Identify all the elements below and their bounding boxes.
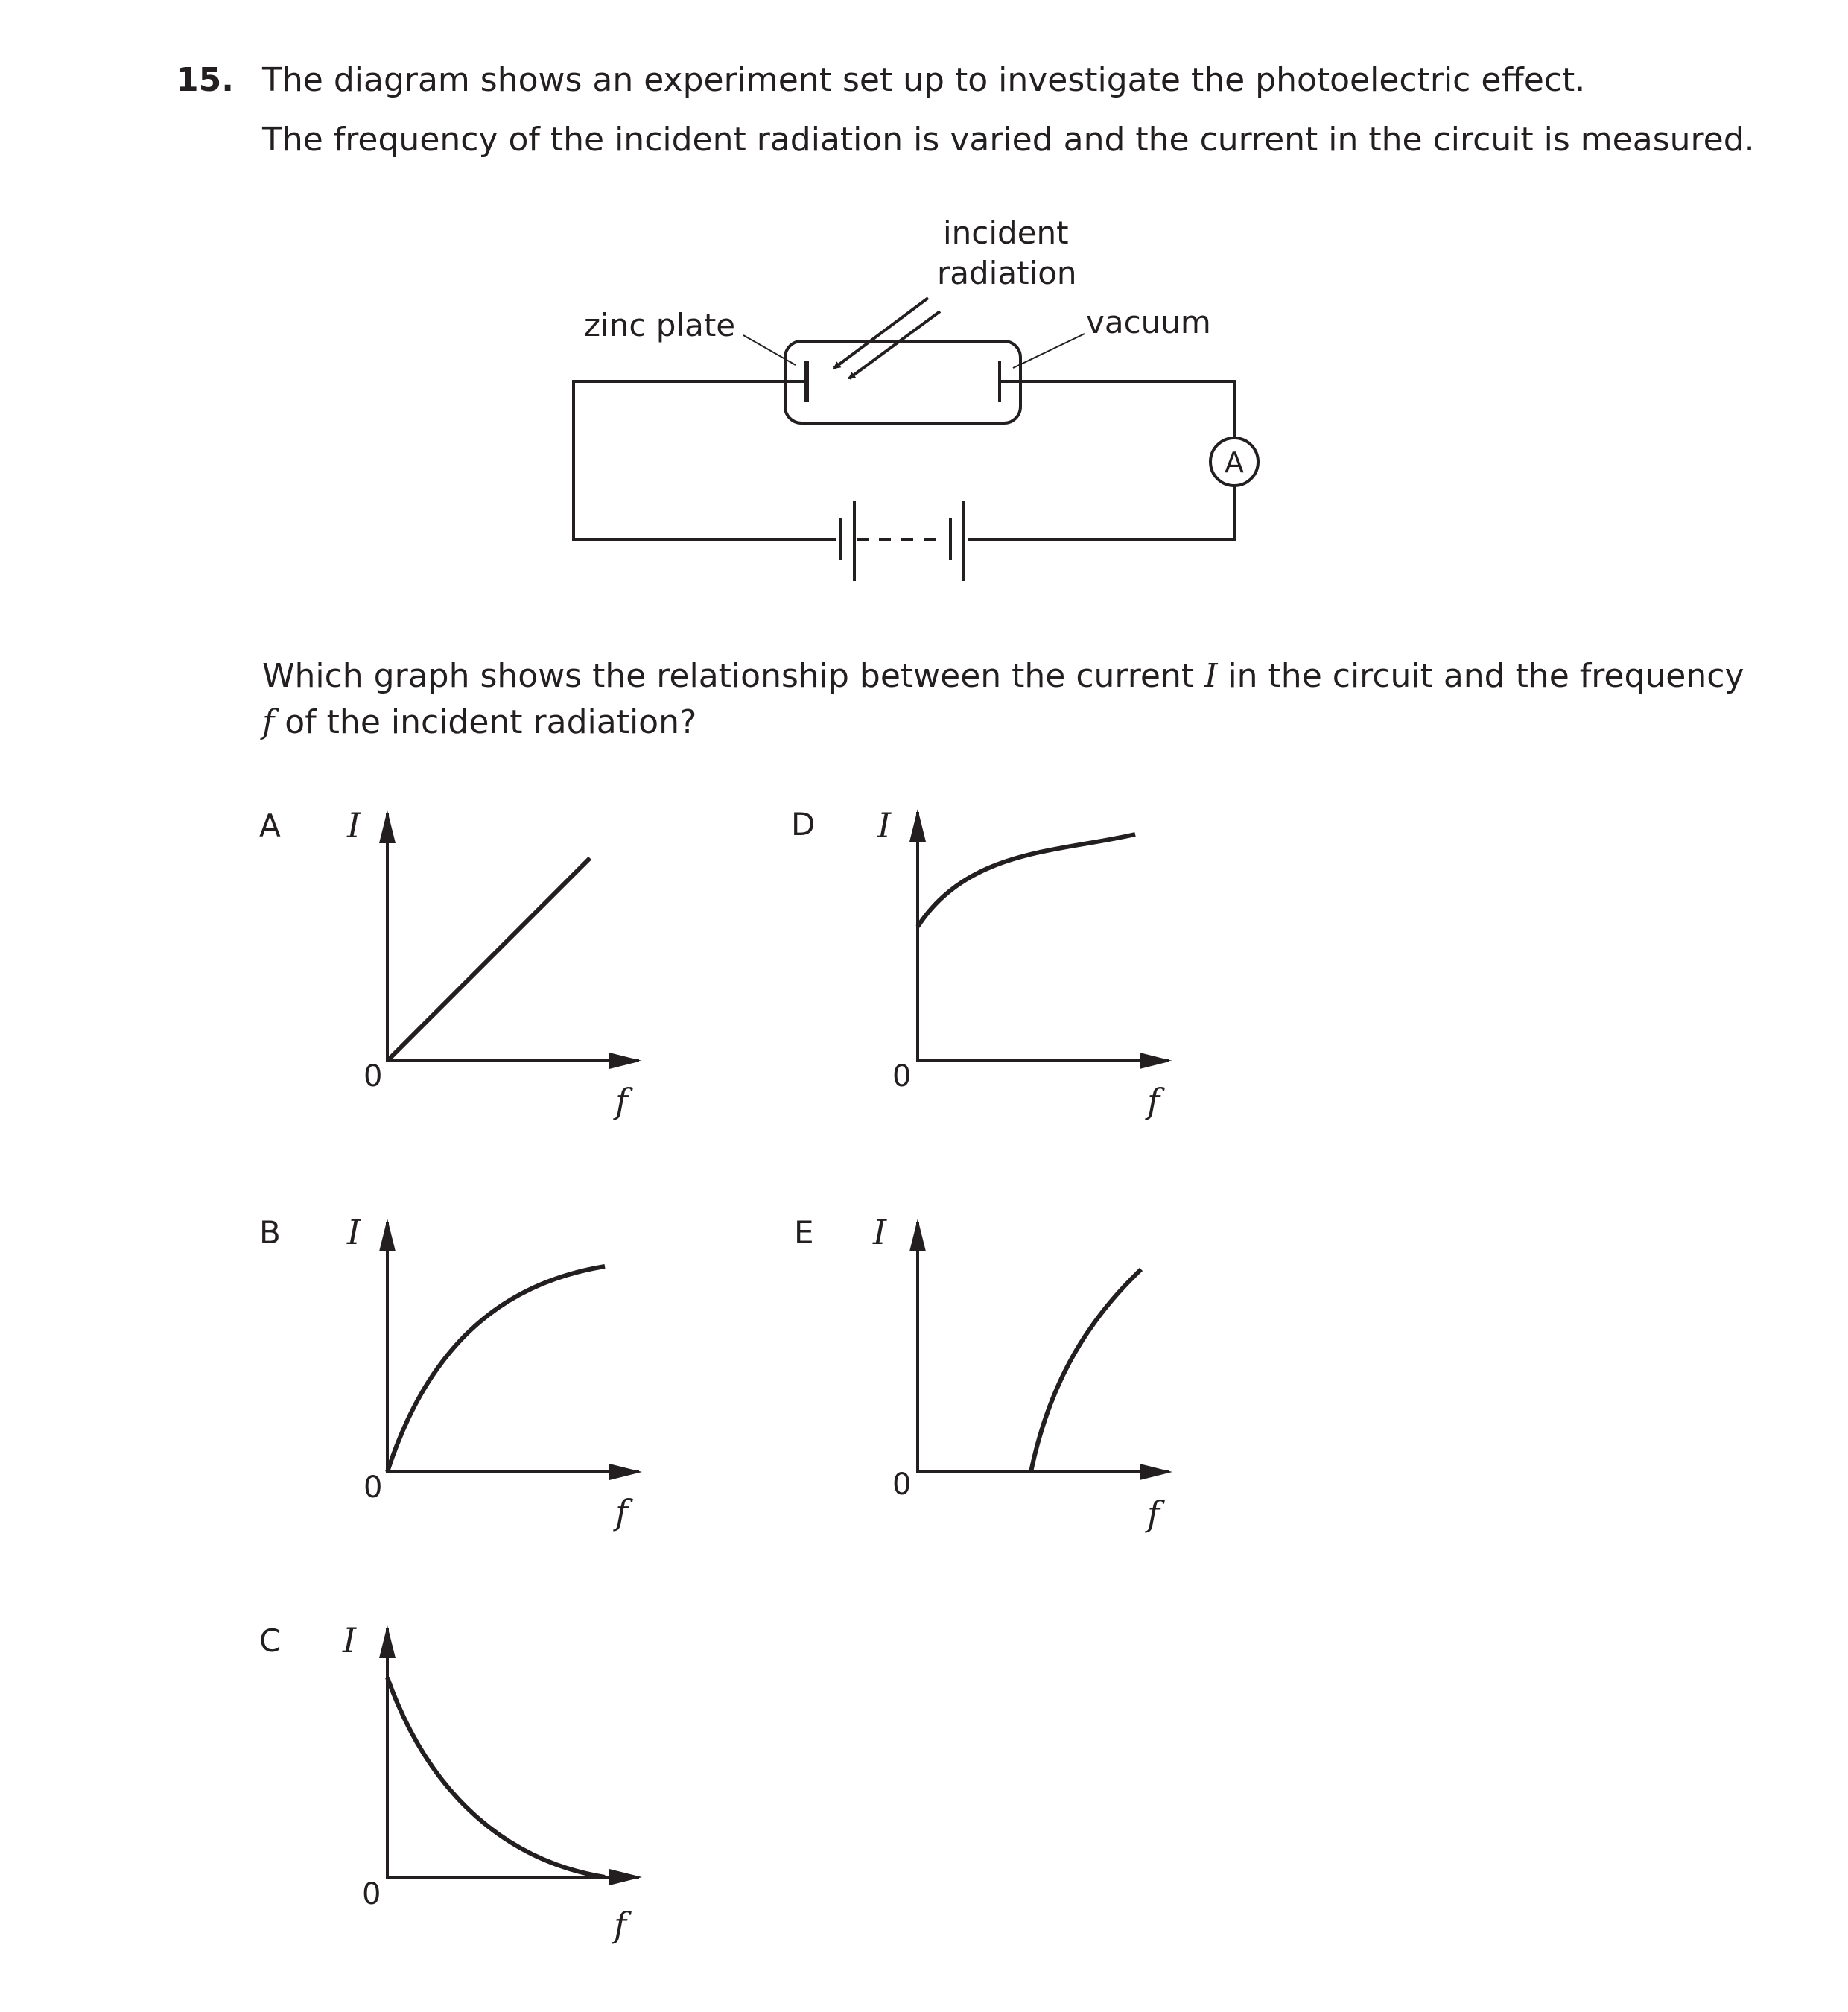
ammeter-label: A <box>1225 446 1244 479</box>
graph-a-y-label: I <box>347 805 361 845</box>
option-letter-b: B <box>259 1214 281 1251</box>
label-incident: incident <box>943 215 1069 251</box>
prompt-var-frequency: f <box>262 703 275 741</box>
graph-a-x-label: f <box>615 1081 629 1121</box>
graph-c-origin-label: 0 <box>362 1877 381 1911</box>
graph-b-y-label: I <box>347 1212 361 1252</box>
option-letter-e: E <box>794 1214 814 1251</box>
graph-e-y-label: I <box>873 1212 887 1252</box>
prompt-text-b: in the circuit and the frequency <box>1217 657 1744 695</box>
graph-e-origin-label: 0 <box>892 1467 912 1502</box>
graph-c-y-label: I <box>343 1620 357 1660</box>
label-radiation: radiation <box>937 255 1077 291</box>
graph-b-origin-label: 0 <box>363 1470 383 1505</box>
prompt-text-c: of the incident radiation? <box>274 703 697 741</box>
label-vacuum: vacuum <box>1086 304 1211 340</box>
graph-d <box>877 805 1169 1121</box>
graph-d-origin-label: 0 <box>892 1059 912 1094</box>
graph-c-x-label: f <box>614 1905 627 1945</box>
graph-d-curve <box>918 834 1135 927</box>
graph-e <box>872 1212 1169 1534</box>
graph-c-curve <box>387 1678 605 1877</box>
graph-d-y-label: I <box>877 805 892 845</box>
graph-b-curve <box>387 1266 605 1472</box>
graph-b <box>346 1212 639 1532</box>
graph-c <box>342 1620 639 1945</box>
prompt-var-current: I <box>1204 657 1218 695</box>
prompt-text-a: Which graph shows the relationship between the current <box>262 657 1205 695</box>
graph-e-x-label: f <box>1147 1494 1160 1534</box>
question-number: 15. <box>176 61 234 99</box>
option-letter-a: A <box>259 807 281 844</box>
graph-a-origin-label: 0 <box>363 1059 383 1094</box>
graph-b-x-label: f <box>615 1492 629 1532</box>
question-stem-line-2: The frequency of the incident radiation is varied and the current in the circuit is measured. <box>262 121 1755 159</box>
graph-a <box>346 805 639 1121</box>
graph-e-curve <box>1031 1269 1141 1472</box>
question-stem-line-1: The diagram shows an experiment set up to investigate the photoelectric effect. <box>262 61 1586 99</box>
graph-d-x-label: f <box>1147 1081 1160 1121</box>
option-letter-c: C <box>259 1622 282 1659</box>
option-letter-d: D <box>791 806 816 842</box>
label-zinc-plate: zinc plate <box>584 307 736 343</box>
graph-a-curve <box>387 858 590 1061</box>
